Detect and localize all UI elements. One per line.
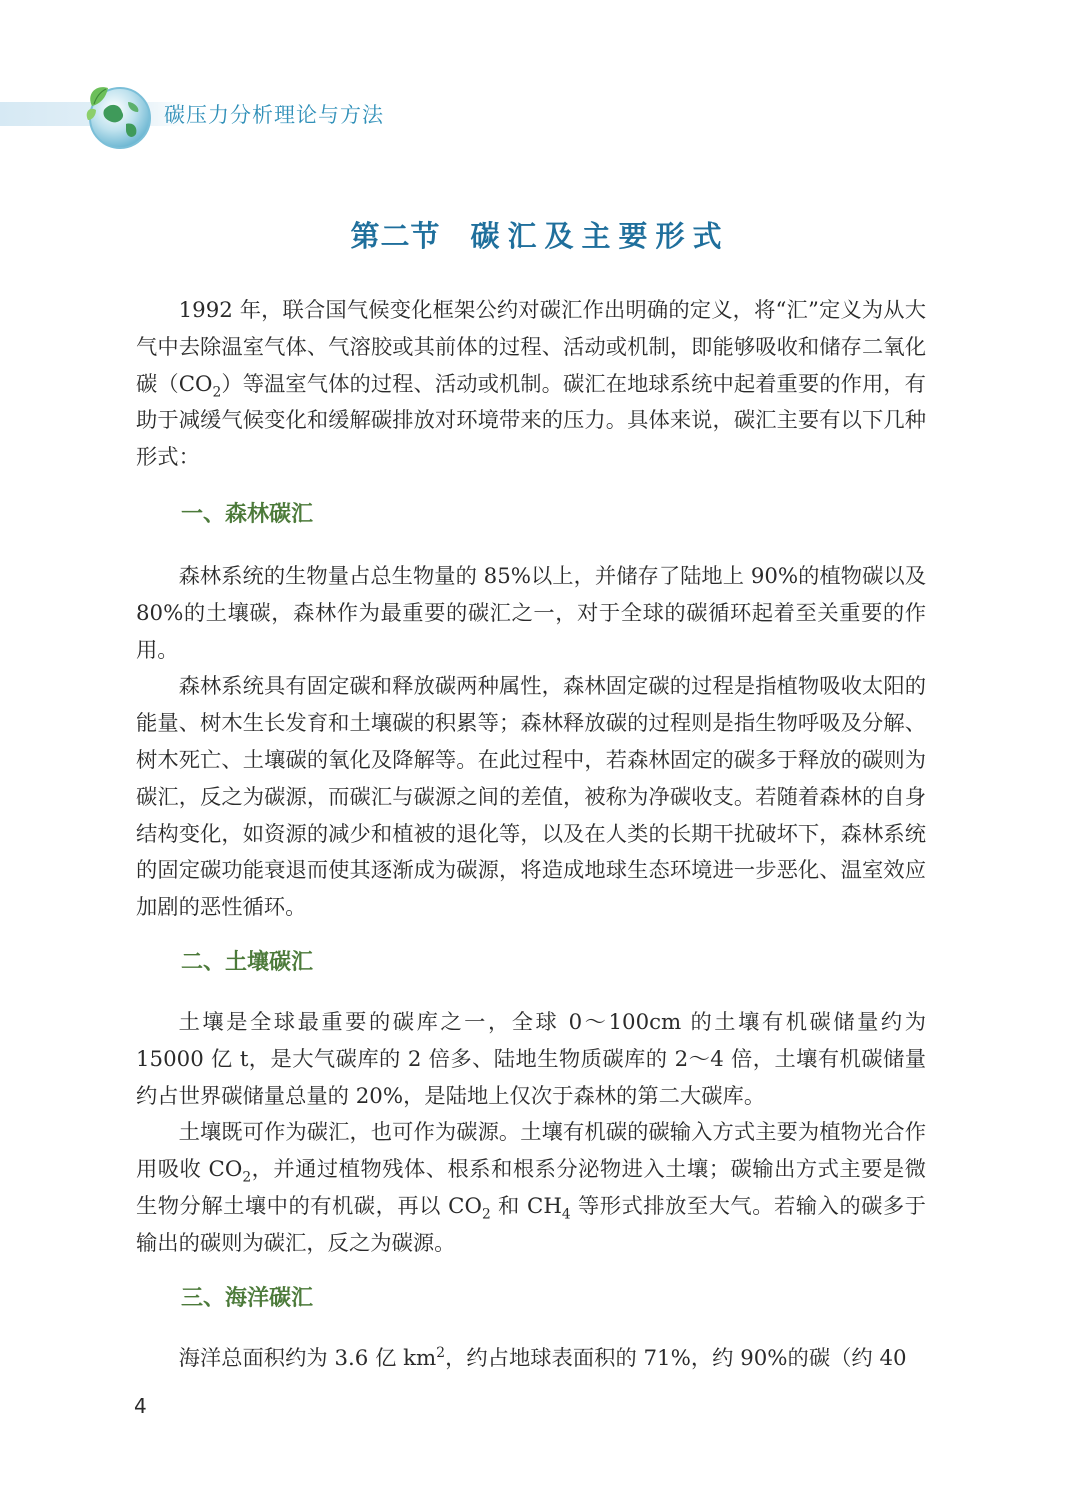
page-number: 4 — [134, 1394, 147, 1418]
soil-heading: 二、土壤碳汇 — [181, 949, 314, 975]
soil-paragraph-2: 土壤既可作为碳汇，也可作为碳源。土壤有机碳的碳输入方式主要为植物光合作用吸收 $CO_2$，并通过植物残体、根系和根系分泌物进入土壤；碳输出方式主要是微生物分解土壤中的有机碳，再以 $CO_2$ 和 $CH_4$ 等形式排放至大气。若输入的碳多于输出的碳则为碳汇，反之为碳源。 — [136, 1120, 926, 1256]
forest-paragraph-2: 森林系统具有固定碳和释放碳两种属性，森林固定碳的过程是指植物吸收太阳的能量、树木生长发育和土壤碳的积累等；森林释放碳的过程则是指生物呼吸及分解、树木死亡、土壤碳的氧化及降解等。在此过程中，若森林固定的碳多于释放的碳则为碳汇，反之为碳源，而碳汇与碳源之间的差值，被称为净碳收支。若随着森林的自身结构变化，如资源的减少和植被的退化等，以及在人类的长期干扰破坏下，森林系统的固定碳功能衰退而使其逐渐成为碳源，将造成地球生态环境进一步恶化、温室效应加剧的恶性循环。 — [136, 674, 926, 921]
forest-paragraph-1: 森林系统的生物量占总生物量的 85%以上，并储存了陆地上 90%的植物碳以及 80%的土壤碳，森林作为最重要的碳汇之一，对于全球的碳循环起着至关重要的作用。 — [136, 563, 926, 663]
body-content — [136, 293, 926, 1377]
ocean-heading: 三、海洋碳汇 — [181, 1285, 314, 1311]
intro-paragraph: 1992 年，联合国气候变化框架公约对碳汇作出明确的定义，将“汇”定义为从大气中去除温室气体、气溶胶或其前体的过程、活动或机制，即能够吸收和储存二氧化碳$(CO_2)$等温室气体的过程、活动或机制。碳汇在地球系统中起着重要的作用，有助于减缓气候变化和缓解碳排放对环境带来的压力。具体来说，碳汇主要有以下几种形式： — [136, 298, 926, 471]
section-number: 第二节 — [350, 219, 441, 253]
section-name: 碳汇及主要形式 — [470, 219, 730, 253]
soil-paragraph-1: 土壤是全球最重要的碳库之一，全球 0～100cm 的土壤有机碳储量约为 15000 亿 t，是大气碳库的 2 倍多、陆地生物质碳库的 2～4 倍，土壤有机碳储量约占世界碳储量总量的 20%，是陆地上仅次于森林的第二大碳库。 — [136, 1009, 926, 1109]
ocean-paragraph-1: 海洋总面积约为 3.6 亿 $km^2$，约占地球表面积的 71%，约 90%的碳（约 40 — [178, 1344, 907, 1371]
forest-heading: 一、森林碳汇 — [181, 501, 314, 527]
running-title: 碳压力分析理论与方法 — [164, 103, 384, 127]
section-title — [0, 214, 1080, 255]
globe-leaf-icon — [82, 80, 154, 152]
